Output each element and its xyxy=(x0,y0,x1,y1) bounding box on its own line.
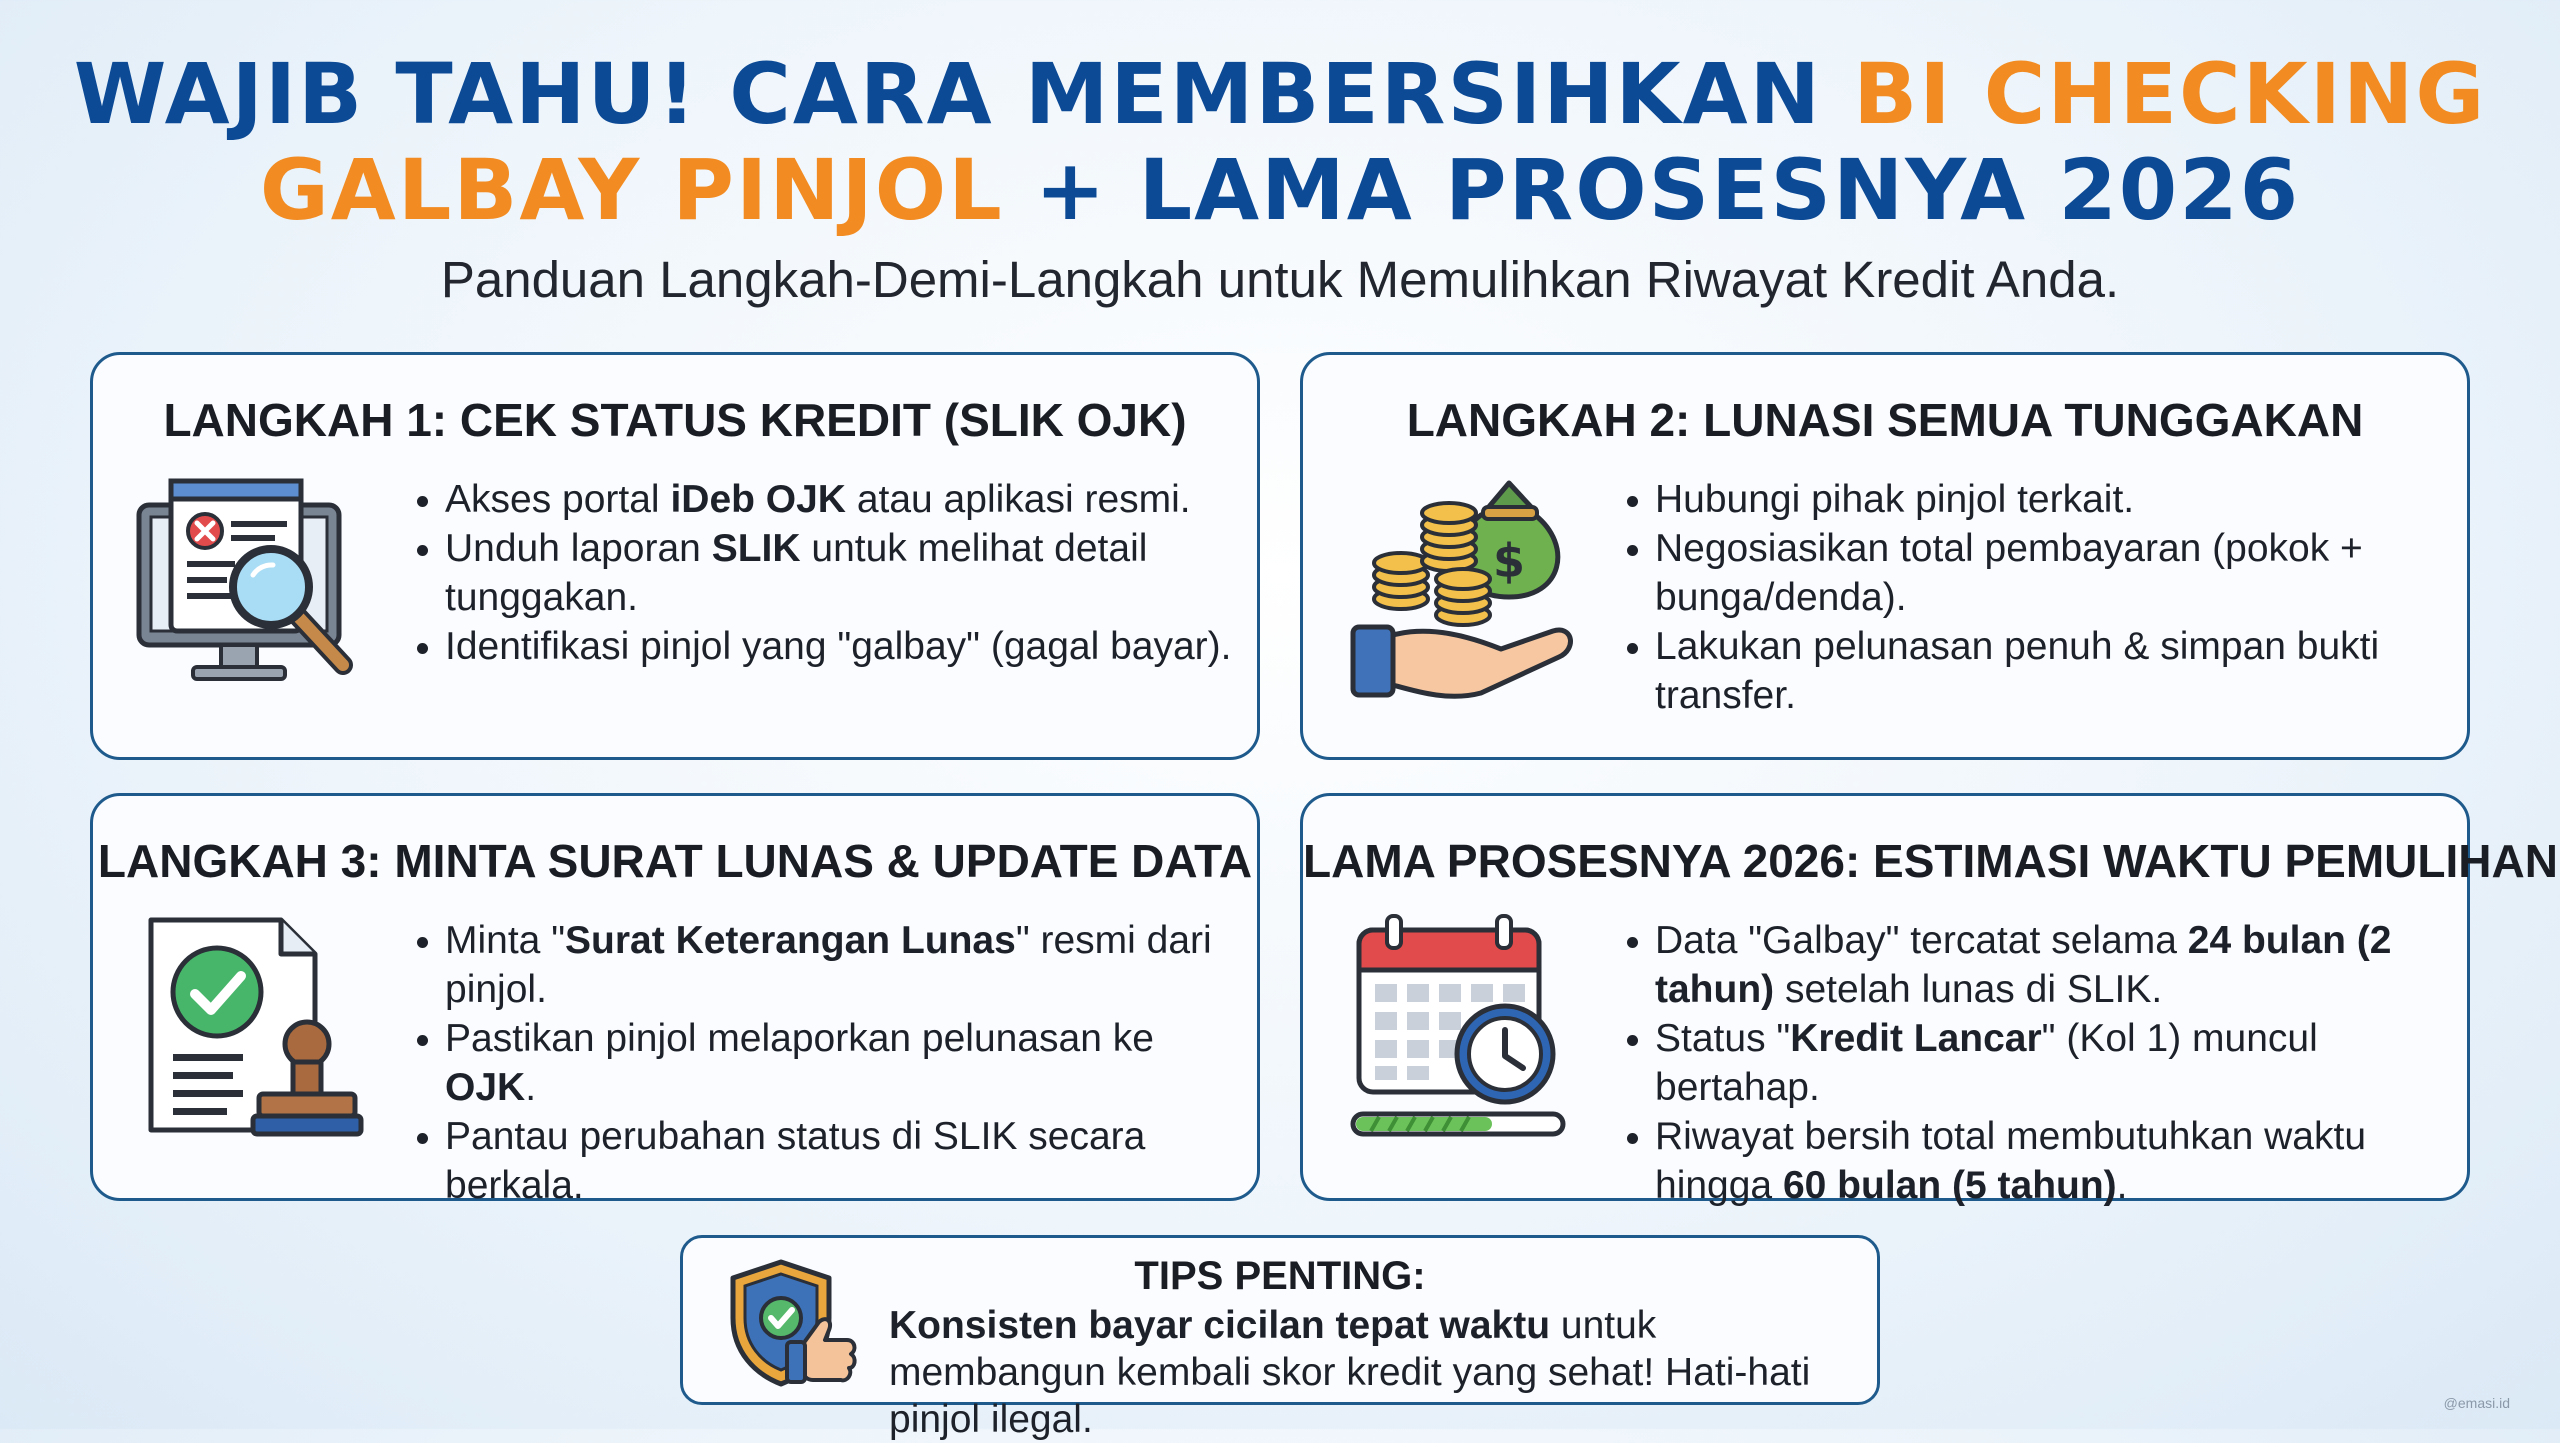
list-item xyxy=(1621,524,2451,622)
list-item-text: Akses portal xyxy=(445,478,671,521)
list-item xyxy=(1621,1014,2451,1112)
list-item-bold-text: OJK xyxy=(445,1066,526,1109)
list-item-bold-text: SLIK xyxy=(711,527,801,570)
list-item-text: Data "Galbay" tercatat selama xyxy=(1655,919,2188,962)
page-subtitle: Panduan Langkah-Demi-Langkah untuk Memulihkan Riwayat Kredit Anda. xyxy=(440,251,2120,308)
list-item-text: Identifikasi pinjol yang "galbay" (gagal bayar). xyxy=(445,625,1232,668)
step-card-1 xyxy=(90,352,1260,760)
list-item-text: Riwayat bersih total membutuhkan waktu hingga xyxy=(1655,1115,2367,1207)
page-title-line-2 xyxy=(0,141,2560,239)
list-item-bold-text: Kredit Lancar xyxy=(1790,1017,2042,1060)
list-item xyxy=(1621,916,2451,1014)
list-item-text: Negosiasikan total pembayaran (pokok + bunga/denda). xyxy=(1655,527,2363,619)
title-part-blue: WAJIB TAHU! CARA MEMBERSIHKAN xyxy=(73,45,1854,143)
monitor-magnifier-icon xyxy=(131,465,371,705)
tips-box xyxy=(680,1235,1880,1441)
list-item xyxy=(411,1014,1241,1112)
step-card-4 xyxy=(1300,793,2558,1207)
list-item-text: Status " xyxy=(1655,1017,1791,1060)
title-part-orange: BI CHECKING xyxy=(1853,45,2487,143)
list-item xyxy=(411,916,1241,1014)
tips-text-bold: Konsisten bayar cicilan tepat waktu xyxy=(889,1304,1551,1347)
tips-title: TIPS PENTING: xyxy=(1134,1254,1426,1298)
money-hand-icon xyxy=(1341,465,1581,705)
list-item-text: " (Kol 1) muncul bertahap. xyxy=(1655,1017,2318,1109)
list-item-text: Hubungi pihak pinjol terkait. xyxy=(1655,478,2135,521)
tips-text-rest: untuk membangun kembali skor kredit yang sehat! Hati-hati pinjol ilegal. xyxy=(889,1304,1811,1441)
list-item-text: Unduh laporan xyxy=(445,527,712,570)
list-item-text: Pastikan pinjol melaporkan pelunasan ke xyxy=(445,1017,1154,1060)
list-item xyxy=(411,524,1241,622)
card-title: LANGKAH 3: MINTA SURAT LUNAS & UPDATE DATA xyxy=(97,835,1253,887)
list-item-text: untuk melihat detail tunggakan. xyxy=(445,527,1148,619)
list-item-bold-text: Surat Keterangan Lunas xyxy=(565,919,1016,962)
list-item xyxy=(411,622,1241,671)
list-item-text: . xyxy=(525,1066,537,1109)
card-title: LANGKAH 2: LUNASI SEMUA TUNGGAKAN xyxy=(1406,394,2364,446)
step-card-2 xyxy=(1300,352,2470,760)
title-part-blue: + LAMA PROSESNYA 2026 xyxy=(1003,141,2301,239)
step-list xyxy=(1621,475,2451,720)
list-item xyxy=(1621,622,2451,720)
list-item-bold-text: 24 bulan (2 tahun) xyxy=(1655,919,2392,1011)
card-title: LANGKAH 1: CEK STATUS KREDIT (SLIK OJK) xyxy=(163,394,1187,446)
list-item-text: Pantau perubahan status di SLIK secara berkala. xyxy=(445,1115,1146,1207)
calendar-clock-icon xyxy=(1341,906,1581,1146)
list-item-text: " resmi dari pinjol. xyxy=(445,919,1212,1011)
watermark: @emasi.id xyxy=(2443,1395,2510,1411)
list-item-text: Minta " xyxy=(445,919,566,962)
list-item-bold-text: 60 bulan (5 tahun) xyxy=(1782,1164,2117,1207)
list-item xyxy=(411,475,1241,524)
list-item-text: Lakukan pelunasan penuh & simpan bukti transfer. xyxy=(1655,625,2380,717)
list-item-bold-text: iDeb OJK xyxy=(670,478,846,521)
svg-text:$: $ xyxy=(1492,534,1526,588)
step-list xyxy=(1621,916,2451,1210)
list-item xyxy=(1621,1112,2451,1210)
certificate-stamp-icon xyxy=(131,906,371,1146)
step-card-3 xyxy=(90,793,1260,1207)
list-item-text: atau aplikasi resmi. xyxy=(845,478,1191,521)
page-title-line-1 xyxy=(0,45,2560,143)
step-list xyxy=(411,475,1241,671)
title-part-orange: GALBAY PINJOL xyxy=(259,141,1004,239)
list-item-text: setelah lunas di SLIK. xyxy=(1774,968,2163,1011)
list-item xyxy=(411,1112,1241,1210)
list-item-text: . xyxy=(2116,1164,2128,1207)
card-title: LAMA PROSESNYA 2026: ESTIMASI WAKTU PEMULIHAN xyxy=(1303,835,2558,887)
step-list xyxy=(411,916,1241,1210)
tips-text xyxy=(889,1302,1849,1443)
list-item xyxy=(1621,475,2451,524)
